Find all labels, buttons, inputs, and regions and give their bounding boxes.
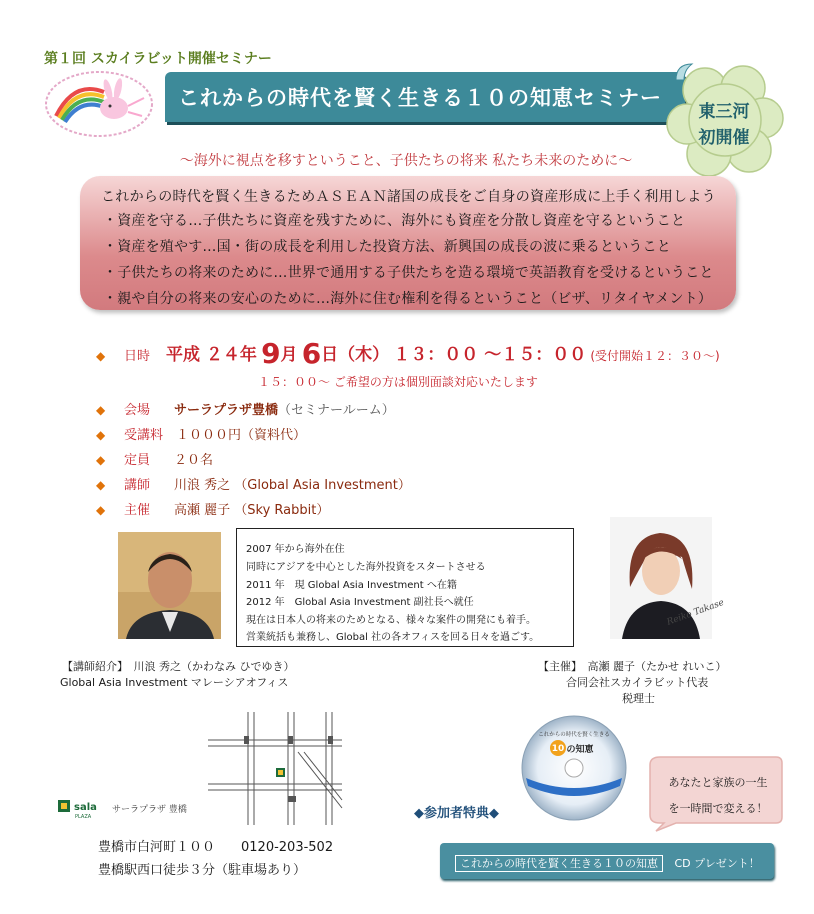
sala-logo xyxy=(58,798,98,820)
detail-fee xyxy=(96,424,306,443)
lecturer-label: 講師 xyxy=(124,478,151,493)
bio-line: 営業統括も兼務し、Global 社の各オフィスを回る日々を過ごす。 xyxy=(246,632,540,643)
sala-logo-subtext: PLAZA xyxy=(75,814,92,820)
host-role: 税理士 xyxy=(622,692,655,705)
intro-item: ・資産を守る…子供たちに資産を残すために、海外にも資産を分散し資産を守るということ xyxy=(103,213,686,229)
detail-host xyxy=(96,499,329,518)
host-intro: 【主催】 高瀬 麗子（たかせ れいこ） xyxy=(538,660,727,673)
venue-value: サーラプラザ豊橋 xyxy=(174,403,279,418)
access-info: 豊橋駅西口徒歩３分（駐車場あり） xyxy=(98,863,307,878)
diamond-bullet-icon: ◆ xyxy=(96,428,106,442)
badge-line-1: 東三河 xyxy=(698,102,750,122)
detail-date xyxy=(96,337,720,370)
date-day: 6 xyxy=(301,337,322,370)
venue-label: 会場 xyxy=(124,403,151,418)
lecturer-value: 川浪 秀之 （Global Asia Investment） xyxy=(174,478,411,493)
bio-line: 2011 年 現 Global Asia Investment へ在籍 xyxy=(246,580,457,591)
page-title: これからの時代を賢く生きる１０の知恵セミナー xyxy=(178,86,662,110)
date-day-unit: 日（木） xyxy=(321,345,390,365)
capacity-label: 定員 xyxy=(124,453,151,468)
intro-item: ・資産を殖やす…国・街の成長を利用した投資方法、新興国の成長の波に乗るということ xyxy=(103,239,671,255)
plaza-name: サーラプラザ 豊橋 xyxy=(112,805,187,815)
host-value: 高瀬 麗子 （Sky Rabbit） xyxy=(174,503,330,518)
lecturer-intro: 【講師紹介】 川浪 秀之（かわなみ ひでゆき） xyxy=(62,660,295,673)
detail-capacity xyxy=(96,449,213,468)
fee-label: 受講料 xyxy=(124,428,164,443)
capacity-value: ２０名 xyxy=(174,453,214,468)
participant-perk-label: ◆参加者特典◆ xyxy=(414,806,499,821)
detail-lecturer xyxy=(96,474,411,493)
date-reception: (受付開始１２：３０～) xyxy=(590,349,720,363)
date-label: 日時 xyxy=(124,349,151,364)
date-era: 平成 ２４年 xyxy=(166,345,257,365)
address-phone: 豊橋市白河町１００ 0120-203-502 xyxy=(98,840,334,855)
series-label: 第１回 スカイラビット開催セミナー xyxy=(44,51,272,67)
host-photo xyxy=(610,517,726,639)
sala-logo-text: sala xyxy=(74,802,97,813)
lecturer-office: Global Asia Investment マレーシアオフィス xyxy=(60,676,289,689)
bubble-text xyxy=(662,770,774,822)
bio-line: 同時にアジアを中心とした海外投資をスタートさせる xyxy=(246,562,486,573)
fee-value: １０００円（資料代） xyxy=(176,428,307,443)
bio-line: 現在は日本人の将来のためとなる、様々な案件の開発にも着手。 xyxy=(246,615,536,626)
date-month: 9 xyxy=(261,337,281,370)
rabbit-rainbow-logo xyxy=(44,70,154,138)
bio-line: 2007 年から海外在住 xyxy=(246,544,345,555)
diamond-bullet-icon: ◆ xyxy=(96,478,106,492)
bio-line: 2012 年 Global Asia Investment 副社長へ就任 xyxy=(246,597,474,608)
badge-line-2: 初開催 xyxy=(698,128,750,148)
host-label: 主催 xyxy=(124,503,151,518)
diamond-bullet-icon: ◆ xyxy=(96,503,106,517)
venue-room: （セミナールーム） xyxy=(278,403,395,418)
cd-text: これからの時代を賢く生きる xyxy=(538,732,610,738)
diamond-bullet-icon: ◆ xyxy=(96,453,106,467)
cd-disc-image xyxy=(520,714,628,822)
cd-number: 10 xyxy=(551,744,565,754)
access-map xyxy=(208,712,342,825)
badge-text xyxy=(672,99,776,151)
cd-title: の知恵 xyxy=(566,745,594,755)
intro-headline: これからの時代を賢く生きるためＡＳＥＡＮ諸国の成長をご自身の資産形成に上手く利用しよう xyxy=(101,189,716,205)
subtitle: ～海外に視点を移すということ、子供たちの将来 私たち未来のために～ xyxy=(179,153,633,169)
consult-note: １５：００～ ご希望の方は個別面談対応いたします xyxy=(258,375,538,389)
present-suffix: CD プレゼント！ xyxy=(674,857,760,870)
diamond-bullet-icon: ◆ xyxy=(96,349,106,363)
host-company: 合同会社スカイラビット代表 xyxy=(566,676,709,689)
detail-venue xyxy=(96,399,395,418)
diamond-bullet-icon: ◆ xyxy=(96,403,106,417)
date-time: １３：００ ～１５：００ xyxy=(393,345,587,365)
cd-present-text xyxy=(455,855,760,871)
lecturer-photo xyxy=(118,532,221,639)
intro-item: ・親や自分の将来の安心のために…海外に住む権利を得るということ（ビザ、リタイヤメント） xyxy=(103,291,713,307)
present-title: これからの時代を賢く生きる１０の知恵 xyxy=(455,855,663,872)
intro-item: ・子供たちの将来のために…世界で通用する子供たちを造る環境で英語教育を受けるということ xyxy=(103,265,714,281)
signature: Reiko Takase xyxy=(665,597,726,628)
bubble-line-2: を一時間で変える！ xyxy=(668,802,768,815)
date-month-unit: 月 xyxy=(280,345,298,365)
bubble-line-1: あなたと家族の一生 xyxy=(668,776,768,789)
